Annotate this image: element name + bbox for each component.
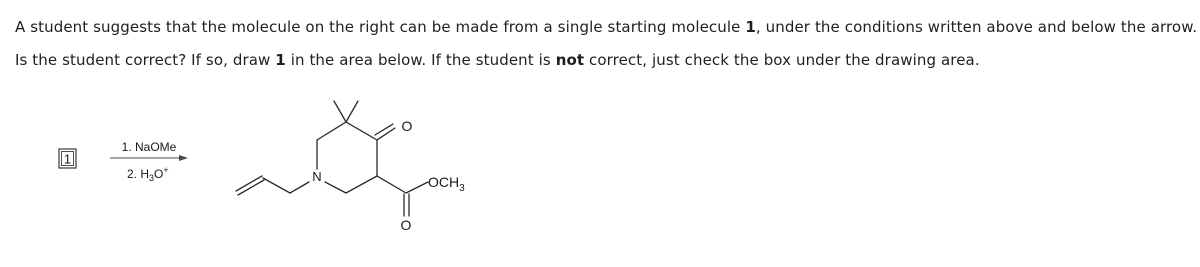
question-text: , under the conditions written above and below the arrow. (755, 18, 1198, 36)
methoxy-group-label: $OCH_3$ (428, 174, 465, 194)
nitrogen-atom-label: N (312, 169, 322, 184)
emphasis-not: not (555, 51, 585, 69)
compound-ref: 1 (745, 18, 756, 36)
question-text: correct, just check the box under the drawing area. (584, 51, 980, 69)
question-text: in the area below. If the student is (285, 51, 556, 69)
ketone-oxygen-label: O (401, 118, 413, 134)
question-text: A student suggests that the molecule on the right can be made from a single starting molecule (15, 18, 746, 36)
compound-ref: 1 (275, 51, 286, 69)
product-structure (236, 101, 428, 216)
starting-material-box[interactable] (59, 149, 76, 168)
reagent-step-2: 2. $H_3O^+$ (127, 165, 169, 183)
reagent-step-1: 1. NaOMe (121, 140, 177, 154)
reaction-arrow (110, 155, 188, 161)
question-text: Is the student correct? If so, draw (15, 51, 276, 69)
ester-carbonyl-oxygen-label: O (400, 217, 412, 233)
starting-material-label: 1 (63, 151, 72, 167)
